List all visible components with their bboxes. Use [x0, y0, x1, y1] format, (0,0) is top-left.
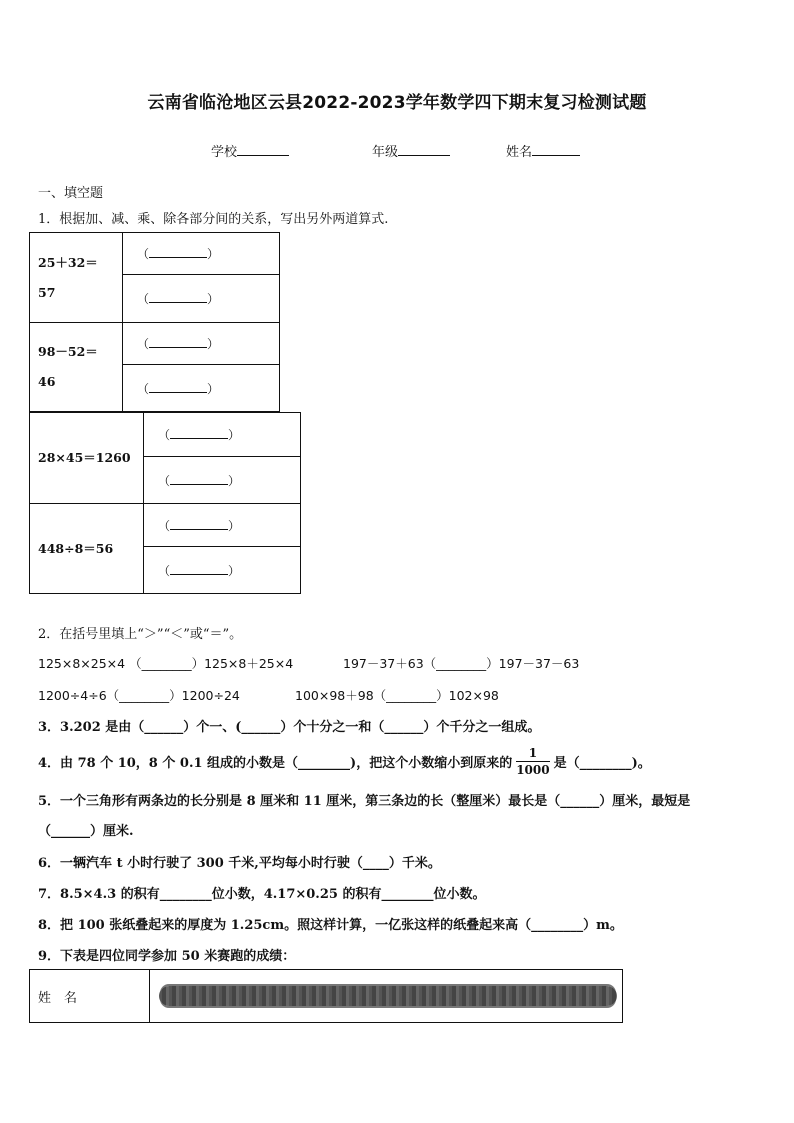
answer-cell[interactable]: （ ）	[144, 504, 301, 547]
answer-cell[interactable]: （ ）	[123, 233, 280, 275]
question-4-text: 4．由 78 个 10，8 个 0.1 组成的小数是（________)，把这个小数缩小到原来的 $\frac{1}{1000}$ 是（________)。	[38, 745, 651, 777]
question-2-item: 100×98＋98（________）102×98	[295, 688, 499, 703]
table-header-name: 姓 名	[30, 970, 150, 1023]
section-heading: 一、填空题	[38, 186, 104, 201]
question-1-text: 1．根据加、减、乘、除各部分间的关系，写出另外两道算式.	[38, 212, 389, 227]
question-5-text: 5．一个三角形有两条边的长分别是 8 厘米和 11 厘米，第三条边的长（整厘米）最长是（______）厘米，最短是	[38, 794, 691, 809]
equation-cell: 98－52＝ 46	[30, 323, 123, 412]
question-2-item: 197－37＋63（________）197－37－63	[343, 656, 580, 671]
name-field	[506, 141, 580, 160]
question-8-text: 8．把 100 张纸叠起来的厚度为 1.25cm。照这样计算，一亿张这样的纸叠起来高（________）m。	[38, 918, 623, 933]
question-5-text-cont: （______）厘米.	[38, 824, 134, 839]
question-7-text: 7．8.5×4.3 的积有________位小数，4.17×0.25 的积有________位小数。	[38, 887, 486, 902]
grade-blank	[398, 143, 450, 156]
page-title: 云南省临沧地区云县2022-2023学年数学四下期末复习检测试题	[147, 93, 647, 113]
answer-cell[interactable]: （ ）	[123, 365, 280, 412]
equation-cell: 28×45＝1260	[30, 413, 144, 504]
equation-cell: 25＋32＝ 57	[30, 233, 123, 323]
question-2-text: 2．在括号里填上“＞”“＜”或“＝”。	[38, 627, 243, 642]
answer-cell[interactable]: （ ）	[144, 457, 301, 504]
answer-cell[interactable]: （ ）	[144, 547, 301, 594]
answer-cell[interactable]: （ ）	[123, 275, 280, 323]
grade-label: 年级	[372, 145, 399, 160]
question-9-table	[29, 969, 623, 1023]
redacted-names-cell	[150, 970, 623, 1023]
redaction-scribble	[159, 986, 617, 1006]
answer-cell[interactable]: （ ）	[123, 323, 280, 365]
grade-field	[372, 141, 450, 160]
question-1-table-b	[29, 412, 301, 594]
equation-cell: 448÷8＝56	[30, 504, 144, 594]
school-field	[211, 141, 289, 160]
name-label: 姓名	[506, 145, 533, 160]
name-blank	[532, 143, 580, 156]
school-blank	[237, 143, 289, 156]
question-6-text: 6．一辆汽车 t 小时行驶了 300 千米,平均每小时行驶（____）千米。	[38, 856, 441, 871]
question-3-text: 3．3.202 是由（______）个一、(______）个十分之一和（______）个千分之一组成。	[38, 720, 541, 735]
question-1-table-a	[29, 232, 280, 412]
question-2-item: 125×8×25×4 （________）125×8＋25×4	[38, 656, 294, 671]
fraction: $\frac{1}{1000}$	[516, 745, 550, 777]
question-9-text: 9．下表是四位同学参加 50 米赛跑的成绩：	[38, 949, 296, 964]
question-2-item: 1200÷4÷6（________）1200÷24	[38, 688, 240, 703]
answer-cell[interactable]: （ ）	[144, 413, 301, 457]
school-label: 学校	[211, 145, 238, 160]
